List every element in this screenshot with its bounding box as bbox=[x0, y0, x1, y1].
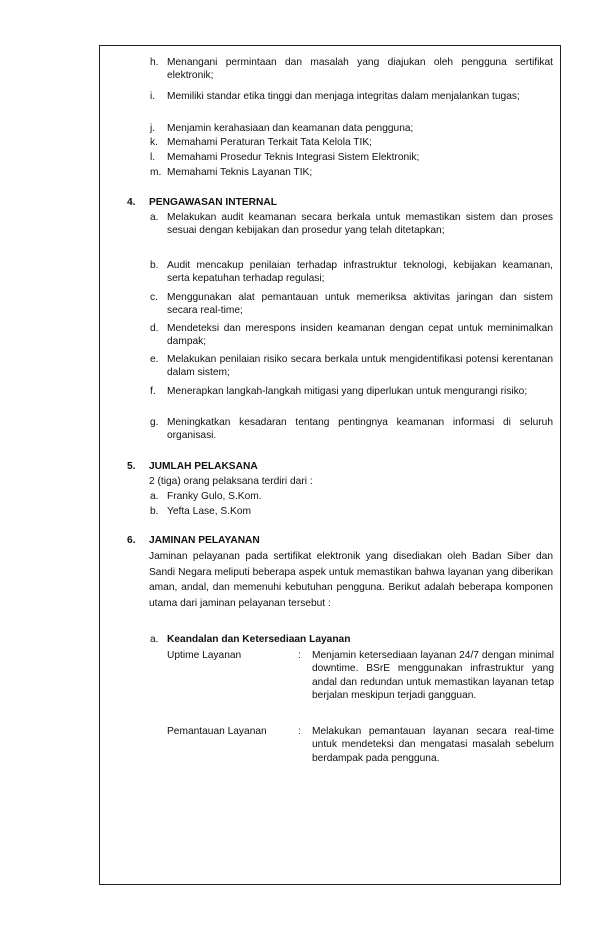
list-marker: a. bbox=[150, 212, 159, 223]
section-number: 5. bbox=[127, 461, 136, 472]
section-title: PENGAWASAN INTERNAL bbox=[149, 197, 277, 208]
row-label: Pemantauan Layanan bbox=[167, 726, 267, 737]
list-text: Menjamin kerahasiaan dan keamanan data pengguna; bbox=[167, 123, 414, 134]
list-text: Menerapkan langkah-langkah mitigasi yang diperlukan untuk mengurangi risiko; bbox=[167, 386, 528, 397]
list-marker: e. bbox=[150, 354, 159, 365]
section-number: 4. bbox=[127, 197, 136, 208]
section-intro: Jaminan pelayanan pada sertifikat elektronik yang disediakan oleh Badan Siber dan Sandi Negara meliputi beberapa aspek untuk memastikan bahwa layanan yang diberikan aman, andal, dan memenuhi kebutuhan pengguna. Berikut adalah beberapa komponen utama dari jaminan pelayanan tersebut : bbox=[149, 551, 553, 609]
list-marker: h. bbox=[150, 57, 159, 68]
list-text: Mendeteksi dan merespons insiden keamanan dengan cepat untuk meminimalkan dampak; bbox=[167, 323, 553, 348]
list-text: Menggunakan alat pemantauan untuk memeriksa aktivitas jaringan dan sistem secara real-time; bbox=[167, 292, 553, 317]
row-separator: : bbox=[298, 726, 301, 737]
list-text: Meningkatkan kesadaran tentang pentingnya keamanan informasi di seluruh organisasi. bbox=[167, 417, 553, 442]
list-text: Memiliki standar etika tinggi dan menjaga integritas dalam menjalankan tugas; bbox=[167, 91, 520, 102]
section-number: 6. bbox=[127, 535, 136, 546]
list-marker: m. bbox=[150, 167, 162, 178]
list-marker: a. bbox=[150, 491, 159, 502]
list-text: Memahami Teknis Layanan TIK; bbox=[167, 167, 313, 178]
list-text: Memahami Peraturan Terkait Tata Kelola TIK; bbox=[167, 137, 372, 148]
row-separator: : bbox=[298, 650, 301, 661]
subsection-marker: a. bbox=[150, 634, 159, 645]
section-title: JAMINAN PELAYANAN bbox=[149, 535, 260, 546]
list-text: Memahami Prosedur Teknis Integrasi Sistem Elektronik; bbox=[167, 152, 420, 163]
list-text: Audit mencakup penilaian terhadap infrastruktur teknologi, kebijakan keamanan, serta kepatuhan terhadap regulasi; bbox=[167, 260, 553, 285]
subsection-title: Keandalan dan Ketersediaan Layanan bbox=[167, 634, 351, 645]
row-value: Melakukan pemantauan layanan secara real-time untuk mendeteksi dan mengatasi masalah sebelum berdampak pada pengguna. bbox=[312, 726, 554, 764]
list-text: Melakukan penilaian risiko secara berkala untuk mengidentifikasi potensi kerentanan dalam sistem; bbox=[167, 354, 553, 379]
list-text: Yefta Lase, S.Kom bbox=[167, 506, 252, 517]
list-marker: c. bbox=[150, 292, 158, 303]
row-value: Menjamin ketersediaan layanan 24/7 dengan minimal downtime. BSrE menggunakan infrastruktur yang andal dan redundan untuk memastikan layanan tetap berjalan meskipun terjadi gangguan. bbox=[312, 650, 554, 702]
list-marker: k. bbox=[150, 137, 158, 148]
list-marker: i. bbox=[150, 91, 156, 102]
list-marker: b. bbox=[150, 506, 159, 517]
list-marker: b. bbox=[150, 260, 159, 271]
list-marker: f. bbox=[150, 386, 156, 397]
list-marker: d. bbox=[150, 323, 159, 334]
list-text: Melakukan audit keamanan secara berkala untuk memastikan sistem dan proses sesuai dengan kebijakan dan prosedur yang telah ditetapkan; bbox=[167, 212, 553, 237]
row-label: Uptime Layanan bbox=[167, 650, 242, 661]
section-title: JUMLAH PELAKSANA bbox=[149, 461, 258, 472]
list-text: Franky Gulo, S.Kom. bbox=[167, 491, 262, 502]
list-text: Menangani permintaan dan masalah yang diajukan oleh pengguna sertifikat elektronik; bbox=[167, 57, 553, 82]
list-marker: l. bbox=[150, 152, 156, 163]
section-intro: 2 (tiga) orang pelaksana terdiri dari : bbox=[149, 476, 313, 487]
list-marker: j. bbox=[150, 123, 156, 134]
list-marker: g. bbox=[150, 417, 159, 428]
